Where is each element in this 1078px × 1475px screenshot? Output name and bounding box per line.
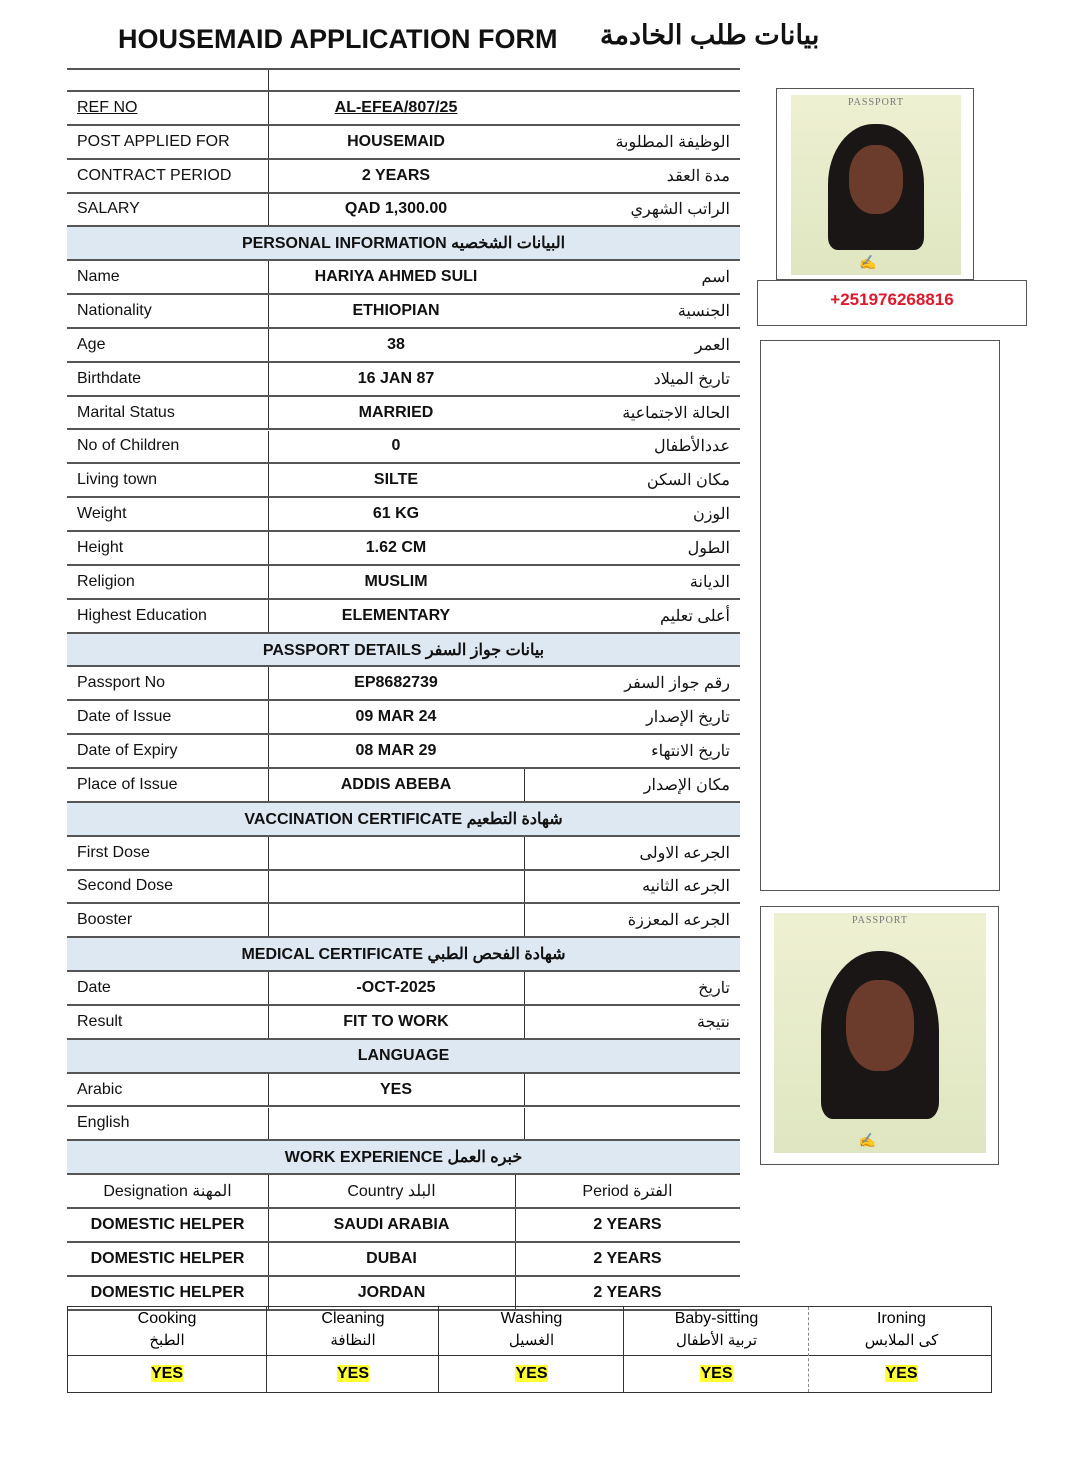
field-label-arabic: الوظيفة المطلوبة bbox=[615, 133, 730, 151]
cell-divider bbox=[268, 1277, 269, 1309]
field-value: SILTE bbox=[373, 471, 419, 489]
form-row bbox=[67, 1006, 740, 1040]
form-row bbox=[67, 667, 740, 701]
field-value: -OCT-2025 bbox=[356, 979, 436, 997]
skill-ironing bbox=[808, 1307, 994, 1392]
field-label: Nationality bbox=[77, 302, 152, 320]
section-header bbox=[67, 1040, 740, 1074]
form-row bbox=[67, 431, 740, 465]
section-title: WORK EXPERIENCE خبره العمل bbox=[284, 1149, 523, 1167]
skill-name-arabic: كى الملابس bbox=[864, 1332, 939, 1349]
cell-divider bbox=[268, 1209, 269, 1241]
field-value: 09 MAR 24 bbox=[355, 708, 437, 726]
cell-divider bbox=[515, 1209, 516, 1241]
work-cell: Period الفترة bbox=[582, 1183, 673, 1201]
skill-name-arabic: الطبخ bbox=[149, 1332, 185, 1349]
skill-yes: YES bbox=[515, 1365, 548, 1382]
field-value: EP8682739 bbox=[354, 674, 438, 692]
form-row bbox=[67, 126, 740, 160]
field-label: Second Dose bbox=[77, 877, 174, 895]
form-row bbox=[67, 329, 740, 363]
cell-divider bbox=[268, 837, 269, 869]
field-label-arabic: الطول bbox=[687, 539, 730, 557]
cell-divider bbox=[524, 769, 525, 801]
form-row bbox=[67, 532, 740, 566]
field-label-arabic: تاريخ الانتهاء bbox=[651, 743, 730, 761]
section-header bbox=[67, 634, 740, 668]
cell-divider bbox=[524, 904, 525, 936]
work-cell: DOMESTIC HELPER bbox=[90, 1249, 245, 1267]
field-label: English bbox=[77, 1114, 130, 1132]
form-row bbox=[67, 397, 740, 431]
cell-divider bbox=[515, 1243, 516, 1275]
cell-divider bbox=[268, 1108, 269, 1140]
skill-name: Baby-sitting bbox=[674, 1310, 759, 1327]
cell-divider bbox=[524, 837, 525, 869]
cell-divider bbox=[268, 1175, 269, 1207]
work-cell: 2 YEARS bbox=[593, 1215, 662, 1233]
blank-top-row bbox=[67, 68, 740, 92]
form-row bbox=[67, 871, 740, 905]
field-label-arabic: تاريخ bbox=[698, 980, 730, 998]
form-row bbox=[67, 261, 740, 295]
skills-table bbox=[67, 1306, 992, 1393]
work-cell: DOMESTIC HELPER bbox=[90, 1283, 245, 1301]
field-label-arabic: نتيجة bbox=[696, 1013, 730, 1031]
work-cell: 2 YEARS bbox=[593, 1249, 662, 1267]
field-value: HOUSEMAID bbox=[347, 132, 445, 150]
cell-divider bbox=[515, 1277, 516, 1309]
skill-name: Cleaning bbox=[321, 1310, 385, 1327]
form-row bbox=[67, 904, 740, 938]
skill-value bbox=[439, 1365, 624, 1383]
section-header bbox=[67, 227, 740, 261]
form-title-arabic: بيانات طلب الخادمة bbox=[600, 20, 820, 50]
field-value: QAD 1,300.00 bbox=[344, 200, 448, 218]
field-label-arabic: الجرعه الثانيه bbox=[642, 878, 730, 896]
form-row bbox=[67, 837, 740, 871]
work-cell: JORDAN bbox=[357, 1283, 426, 1301]
field-label-arabic: رقم جواز السفر bbox=[624, 675, 730, 693]
field-value: MUSLIM bbox=[364, 572, 428, 590]
form-row bbox=[67, 1108, 740, 1142]
skill-name-arabic: الغسيل bbox=[508, 1332, 555, 1349]
form-row bbox=[67, 295, 740, 329]
field-label-arabic: عددالأطفال bbox=[654, 438, 730, 456]
field-label: Passport No bbox=[77, 674, 166, 692]
field-label-arabic: الجرعه المعززة bbox=[627, 912, 730, 930]
form-row bbox=[67, 1074, 740, 1108]
cell-divider bbox=[524, 871, 525, 903]
work-cell: DOMESTIC HELPER bbox=[90, 1215, 245, 1233]
skill-washing bbox=[438, 1307, 624, 1392]
skill-yes: YES bbox=[885, 1365, 918, 1382]
form-row bbox=[67, 735, 740, 769]
form-row bbox=[67, 464, 740, 498]
skill-value bbox=[68, 1365, 266, 1383]
skill-value bbox=[624, 1365, 809, 1383]
field-label: Name bbox=[77, 268, 120, 286]
field-value: MARRIED bbox=[358, 403, 434, 421]
skill-cleaning bbox=[266, 1307, 439, 1392]
field-label-arabic: مدة العقد bbox=[666, 167, 730, 185]
field-value: ETHIOPIAN bbox=[352, 302, 440, 320]
field-value: 2 YEARS bbox=[361, 166, 431, 184]
section-header bbox=[67, 938, 740, 972]
field-value: ELEMENTARY bbox=[341, 606, 451, 624]
field-value: ADDIS ABEBA bbox=[340, 775, 452, 793]
cell-divider bbox=[268, 904, 269, 936]
skill-name: Washing bbox=[500, 1310, 563, 1327]
form-row bbox=[67, 498, 740, 532]
field-label-arabic: الحالة الاجتماعية bbox=[622, 404, 730, 422]
field-label-arabic: العمر bbox=[694, 336, 730, 354]
cell-divider bbox=[524, 1006, 525, 1038]
field-label-arabic: تاريخ الإصدار bbox=[645, 709, 730, 727]
skill-cooking bbox=[68, 1307, 266, 1392]
field-label-arabic: الديانة bbox=[689, 573, 730, 591]
form-row bbox=[67, 194, 740, 228]
field-label-arabic: الراتب الشهري bbox=[630, 201, 730, 219]
skill-baby-sitting bbox=[623, 1307, 809, 1392]
field-label: SALARY bbox=[77, 200, 140, 218]
work-cell: Country البلد bbox=[347, 1183, 436, 1201]
phone-box bbox=[757, 280, 1027, 326]
field-label: Arabic bbox=[77, 1080, 123, 1098]
cell-divider bbox=[524, 1108, 525, 1140]
field-label: No of Children bbox=[77, 437, 180, 455]
cell-divider bbox=[524, 972, 525, 1004]
field-label: CONTRACT PERIOD bbox=[77, 166, 232, 184]
field-label: Birthdate bbox=[77, 369, 142, 387]
field-value: 16 JAN 87 bbox=[357, 369, 435, 387]
form-row bbox=[67, 566, 740, 600]
field-label: Date bbox=[77, 979, 111, 997]
field-label-arabic: أعلى تعليم bbox=[659, 607, 730, 625]
form-row bbox=[67, 972, 740, 1006]
empty-photo-box bbox=[760, 340, 1000, 891]
field-label: Living town bbox=[77, 471, 158, 489]
field-label-arabic: تاريخ الميلاد bbox=[653, 370, 730, 388]
skill-name: Cooking bbox=[137, 1310, 197, 1327]
work-cell: Designation المهنة bbox=[103, 1183, 232, 1201]
form-title: HOUSEMAID APPLICATION FORM bbox=[118, 24, 558, 54]
section-title: PERSONAL INFORMATION البيانات الشخصيه bbox=[241, 235, 566, 253]
field-value: 38 bbox=[387, 335, 405, 353]
cell-divider bbox=[515, 1175, 516, 1207]
form-row bbox=[67, 92, 740, 126]
form-row bbox=[67, 160, 740, 194]
form-row bbox=[67, 1175, 740, 1209]
section-title: PASSPORT DETAILS بيانات جواز السفر bbox=[262, 641, 545, 659]
field-label: Highest Education bbox=[77, 606, 207, 624]
field-value: 61 KG bbox=[372, 505, 420, 523]
field-label-arabic: اسم bbox=[701, 269, 730, 287]
skill-value bbox=[267, 1365, 439, 1383]
field-label: Age bbox=[77, 335, 106, 353]
skill-value bbox=[809, 1365, 994, 1383]
field-value: 0 bbox=[391, 437, 401, 455]
field-label: Weight bbox=[77, 505, 127, 523]
field-label-arabic: الجرعه الاولى bbox=[639, 844, 730, 862]
full-photo-frame bbox=[760, 906, 999, 1165]
phone-number: +251976268816 bbox=[830, 290, 954, 309]
field-value: FIT TO WORK bbox=[343, 1012, 449, 1030]
form-row bbox=[67, 701, 740, 735]
field-value: 08 MAR 29 bbox=[355, 742, 437, 760]
field-label: Date of Expiry bbox=[77, 742, 178, 760]
field-label: Result bbox=[77, 1012, 123, 1030]
field-label-arabic: مكان الإصدار bbox=[643, 776, 730, 794]
skill-yes: YES bbox=[150, 1365, 183, 1382]
field-value: AL-EFEA/807/25 bbox=[334, 98, 458, 116]
signature-icon: ✍ bbox=[859, 254, 877, 270]
work-cell: 2 YEARS bbox=[593, 1283, 662, 1301]
field-label: First Dose bbox=[77, 843, 150, 861]
field-label: Marital Status bbox=[77, 403, 175, 421]
cell-divider bbox=[268, 871, 269, 903]
section-title: MEDICAL CERTIFICATE شهادة الفحص الطبي bbox=[241, 946, 566, 964]
field-label: Religion bbox=[77, 572, 135, 590]
section-title: LANGUAGE bbox=[357, 1046, 450, 1064]
passport-photo: PASSPORT ✍ bbox=[791, 95, 961, 275]
field-value: YES bbox=[379, 1080, 412, 1098]
skill-name: Ironing bbox=[877, 1310, 926, 1327]
passport-photo-frame bbox=[776, 88, 974, 280]
form-row bbox=[67, 600, 740, 634]
skill-yes: YES bbox=[336, 1365, 369, 1382]
field-label-arabic: مكان السكن bbox=[646, 472, 730, 490]
skill-yes: YES bbox=[700, 1365, 733, 1382]
work-cell: SAUDI ARABIA bbox=[333, 1215, 450, 1233]
full-photo: PASSPORT ✍ bbox=[774, 913, 986, 1153]
field-label-arabic: الجنسية bbox=[677, 303, 730, 321]
skill-name-arabic: النظافة bbox=[330, 1332, 376, 1349]
field-label: Date of Issue bbox=[77, 708, 172, 726]
form-row bbox=[67, 363, 740, 397]
section-title: VACCINATION CERTIFICATE شهادة التطعيم bbox=[244, 810, 563, 828]
cell-divider bbox=[524, 1074, 525, 1106]
form-row bbox=[67, 1243, 740, 1277]
field-label: Booster bbox=[77, 911, 133, 929]
field-label: POST APPLIED FOR bbox=[77, 132, 230, 150]
work-cell: DUBAI bbox=[366, 1249, 417, 1267]
form-row bbox=[67, 769, 740, 803]
field-value: HARIYA AHMED SULI bbox=[314, 268, 478, 286]
field-label-arabic: الوزن bbox=[692, 506, 730, 524]
skill-name-arabic: تربية الأطفال bbox=[675, 1332, 758, 1349]
field-label: Place of Issue bbox=[77, 775, 178, 793]
form-row bbox=[67, 1209, 740, 1243]
field-value: 1.62 CM bbox=[365, 538, 427, 556]
field-label: REF NO bbox=[77, 98, 138, 116]
section-header bbox=[67, 803, 740, 837]
section-header bbox=[67, 1141, 740, 1175]
cell-divider bbox=[268, 1243, 269, 1275]
field-label: Height bbox=[77, 538, 124, 556]
signature-icon: ✍ bbox=[858, 1132, 877, 1148]
